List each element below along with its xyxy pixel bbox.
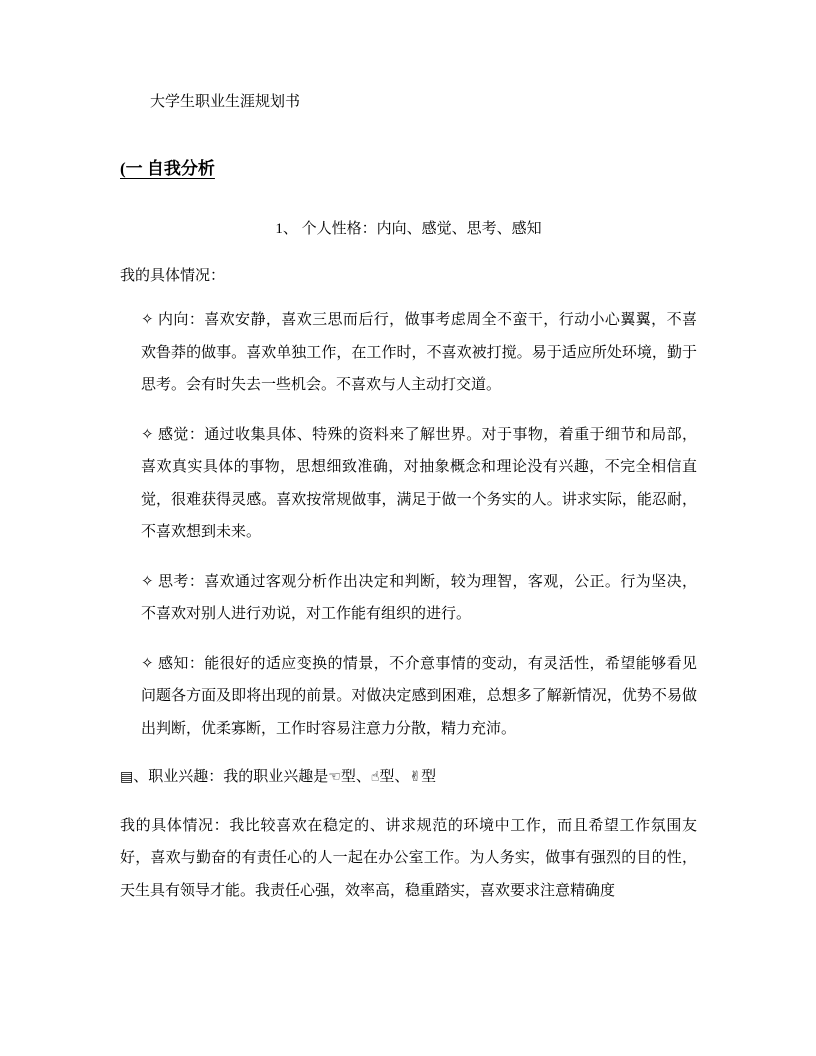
situation-paragraph: 我的具体情况：我比较喜欢在稳定的、讲求规范的环境中工作，而且希望工作氛围友好，喜欢与勤奋的有责任心的人一起在办公室工作。为人务实，做事有强烈的目的性，天生具有领导才能。我责任心强，效率高，稳重踏实，喜欢要求注意精确度	[120, 817, 697, 899]
hand-victory-icon: ✌	[409, 769, 422, 785]
personality-bullet	[141, 647, 697, 746]
personality-subheading: 1、 个人性格：内向、感觉、思考、感知	[275, 221, 542, 237]
document-title: 大学生职业生涯规划书	[150, 94, 301, 110]
personality-bullet	[141, 418, 697, 549]
hand-point-up-icon: ☝	[370, 769, 380, 785]
career-interest-text: 、职业兴趣：我的职业兴趣是	[133, 769, 329, 785]
interest-type-3: 型	[421, 769, 437, 785]
interest-type-2: 型、	[379, 769, 410, 785]
interest-type-1: 型、	[340, 769, 371, 785]
personality-bullet-text: 内向：喜欢安静，喜欢三思而后行，做事考虑周全不蛮干，行动小心翼翼，不喜欢鲁莽的做事。喜欢单独工作，在工作时，不喜欢被打搅。易于适应所处环境，勤于思考。会有时失去一些机会。不喜欢与人主动打交道。	[141, 312, 697, 393]
diamond-bullet-icon: ✧	[141, 424, 154, 443]
section-heading	[120, 157, 697, 181]
document-page-icon: ▤	[120, 769, 134, 785]
personality-bullet	[141, 303, 697, 402]
personality-bullet	[141, 565, 697, 631]
diamond-bullet-icon: ✧	[141, 653, 154, 672]
career-interest-line	[120, 761, 697, 794]
diamond-bullet-icon: ✧	[141, 310, 154, 328]
section-heading-text: (一 自我分析	[120, 159, 215, 178]
personality-bullet-text: 感知：能很好的适应变换的情景，不介意事情的变动，有灵活性，希望能够看见问题各方面及即将出现的前景。对做决定感到困难，总想多了解新情况，优势不易做出判断，优柔寡断，工作时容易注意力分散，精力充沛。	[141, 655, 697, 737]
hand-point-left-icon: ☜	[328, 769, 341, 785]
intro-label: 我的具体情况：	[120, 268, 226, 284]
diamond-bullet-icon: ✧	[141, 571, 154, 590]
personality-bullet-list	[120, 303, 697, 745]
personality-bullet-text: 感觉：通过收集具体、特殊的资料来了解世界。对于事物，着重于细节和局部，喜欢真实具体的事物，思想细致准确，对抽象概念和理论没有兴趣，不完全相信直觉，很难获得灵感。喜欢按常规做事，满足于做一个务实的人。讲求实际，能忍耐，不喜欢想到未来。	[141, 426, 697, 540]
personality-bullet-text: 思考：喜欢通过客观分析作出决定和判断，较为理智，客观，公正。行为坚决，不喜欢对别人进行劝说，对工作能有组织的进行。	[141, 573, 697, 622]
